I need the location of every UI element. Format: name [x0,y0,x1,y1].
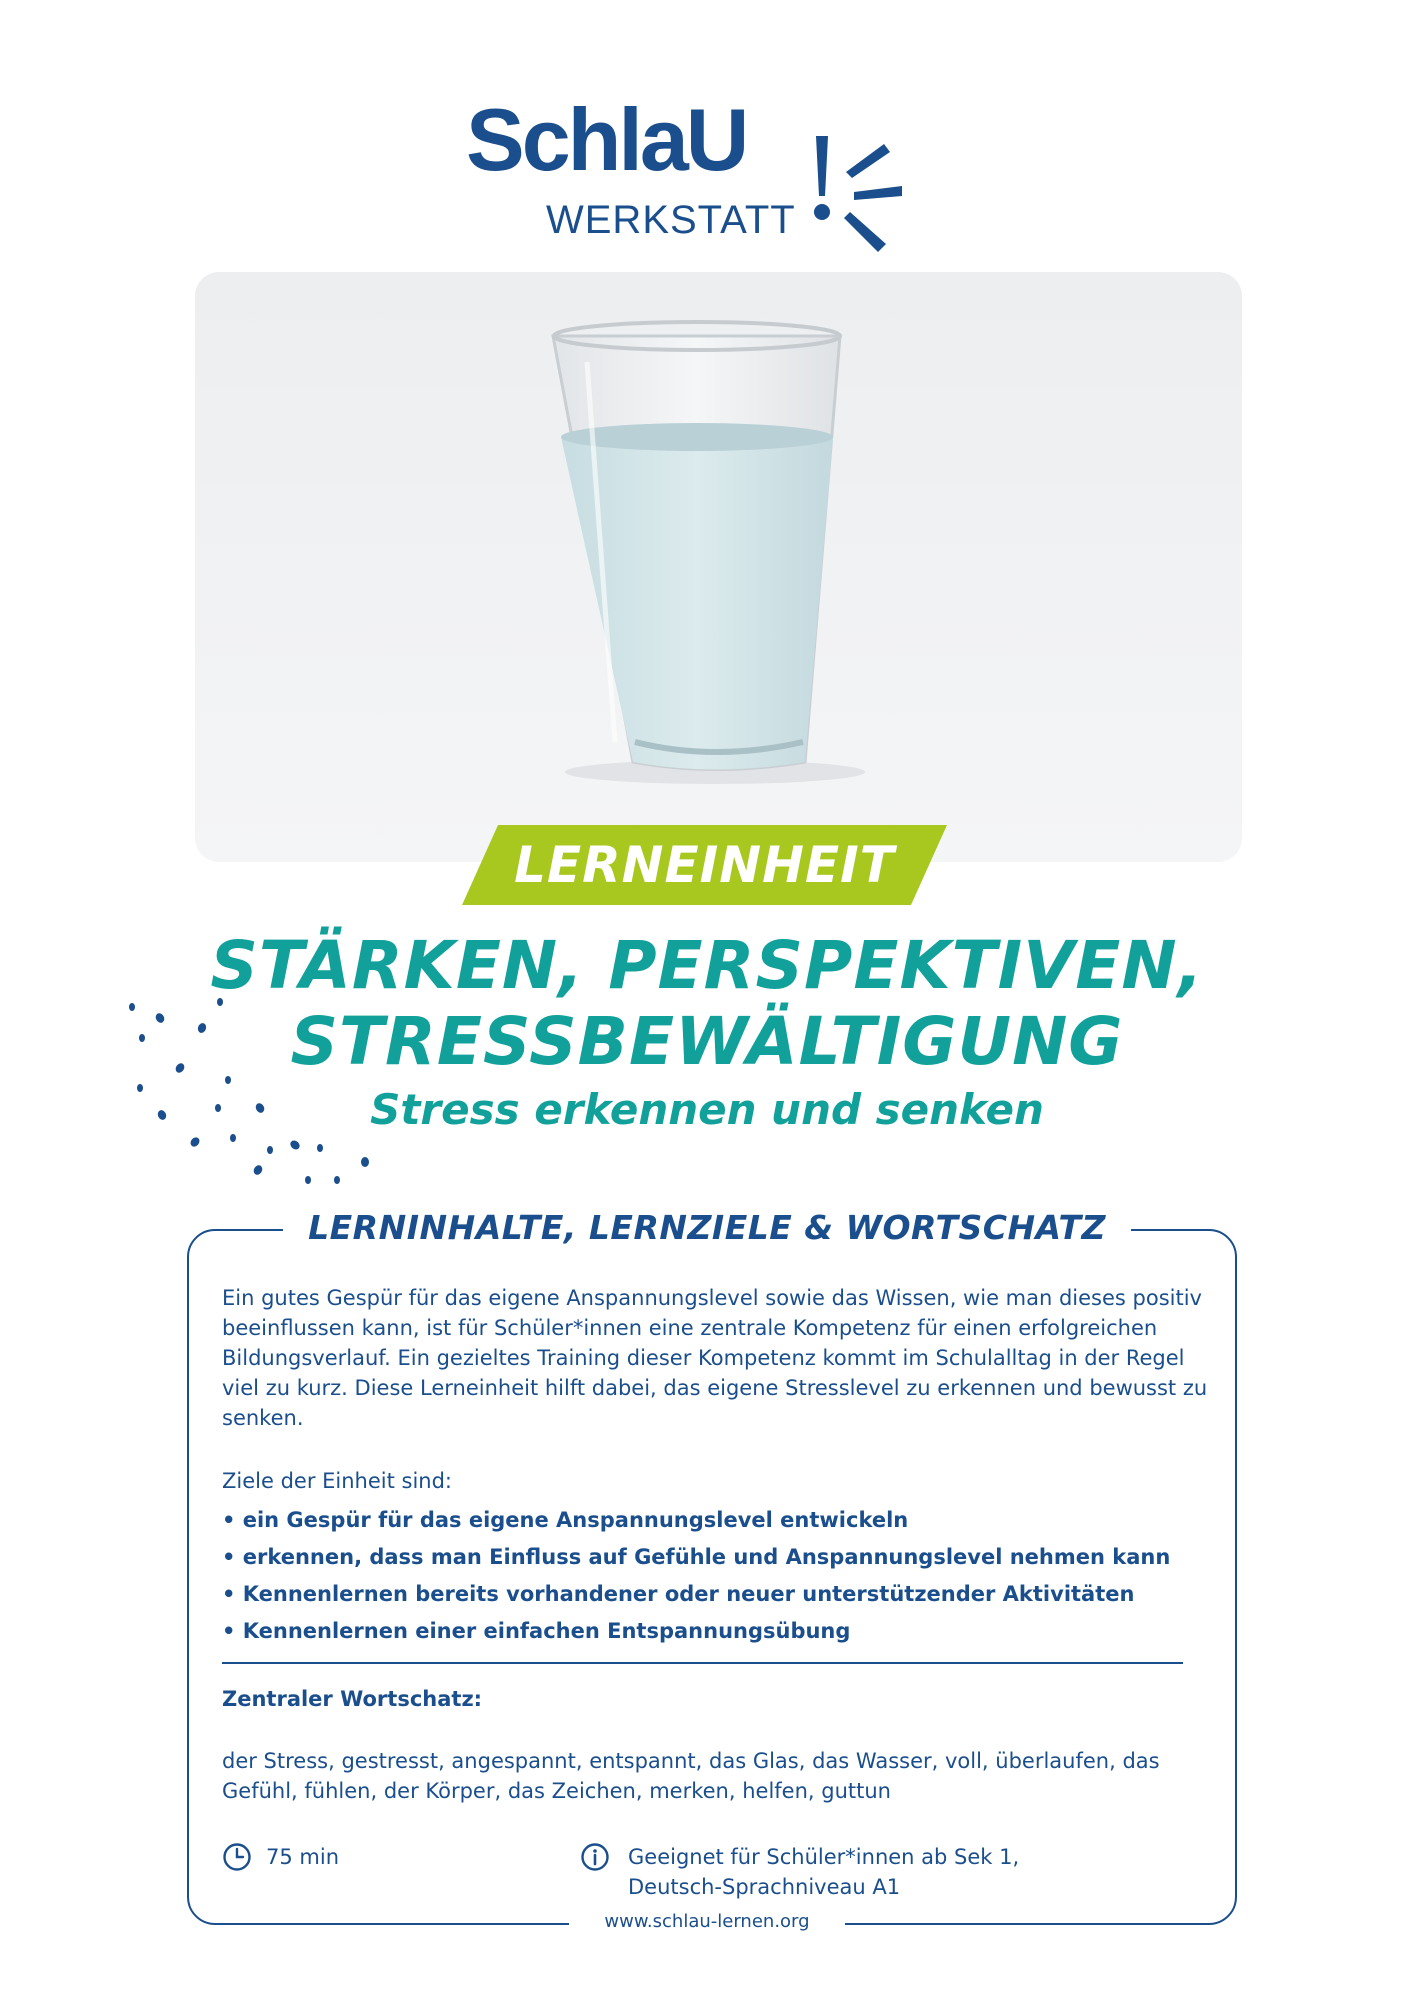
intro-paragraph: Ein gutes Gespür für das eigene Anspannungslevel sowie das Wissen, wie man dieses positiv beeinflussen kann, ist für Schüler*innen eine zentrale Kompetenz für einen erfolgreichen Bildungsverlauf. Ein gezieltes Training dieser Kompetenz kommt im Schulalltag in der Regel viel zu kurz. Diese Lerneinheit hilft dabei, das eigene Stresslevel zu erkennen und bewusst zu senken. [222,1286,1208,1430]
water-glass-illustration [195,272,1242,862]
suitability-line-2: Deutsch-Sprachniveau A1 [628,1875,901,1899]
suitability-line-1: Geeignet für Schüler*innen ab Sek 1, [628,1845,1020,1869]
vocab-heading: Zentraler Wortschatz: [222,1687,483,1711]
info-icon [580,1842,610,1872]
lerneinheit-tag [462,825,947,905]
logo-burst-icon [806,134,926,254]
page-subtitle: Stress erkennen und senken [370,1085,1044,1134]
hero-photo [195,272,1242,862]
goal-item: • Kennenlernen bereits vorhandener oder neuer unterstützender Aktivitäten [222,1582,1135,1606]
goals-heading: Ziele der Einheit sind: [222,1469,453,1493]
goal-item: • ein Gespür für das eigene Anspannungslevel entwickeln [222,1508,909,1532]
footer-url[interactable]: www.schlau-lernen.org [569,1907,845,1937]
title-line-2: STRESSBEWÄLTIGUNG [290,1003,1124,1080]
logo-subtitle: WERKSTATT [546,198,796,242]
goal-item: • erkennen, dass man Einfluss auf Gefühle und Anspannungslevel nehmen kann [222,1545,1171,1569]
goals-list [222,1502,1212,1650]
goal-item: • Kennenlernen einer einfachen Entspannungsübung [222,1619,851,1643]
vocab-list: der Stress, gestresst, angespannt, entspannt, das Glas, das Wasser, voll, überlaufen, das Gefühl, fühlen, der Körper, das Zeichen, merken, helfen, guttun [222,1749,1160,1803]
duration-text: 75 min [266,1845,339,1869]
section-content [222,1283,1212,1806]
tag-label: LERNEINHEIT [514,836,895,894]
title-line-1: STÄRKEN, PERSPEKTIVEN, [210,927,1204,1004]
section-title: LERNINHALTE, LERNZIELE & WORTSCHATZ [283,1198,1131,1258]
divider [222,1662,1183,1664]
clock-icon [222,1842,252,1872]
logo-name: SchlaU [466,90,747,189]
page-title [200,928,1214,1080]
suitability-text [628,1842,1188,1902]
schlau-logo [466,90,946,246]
